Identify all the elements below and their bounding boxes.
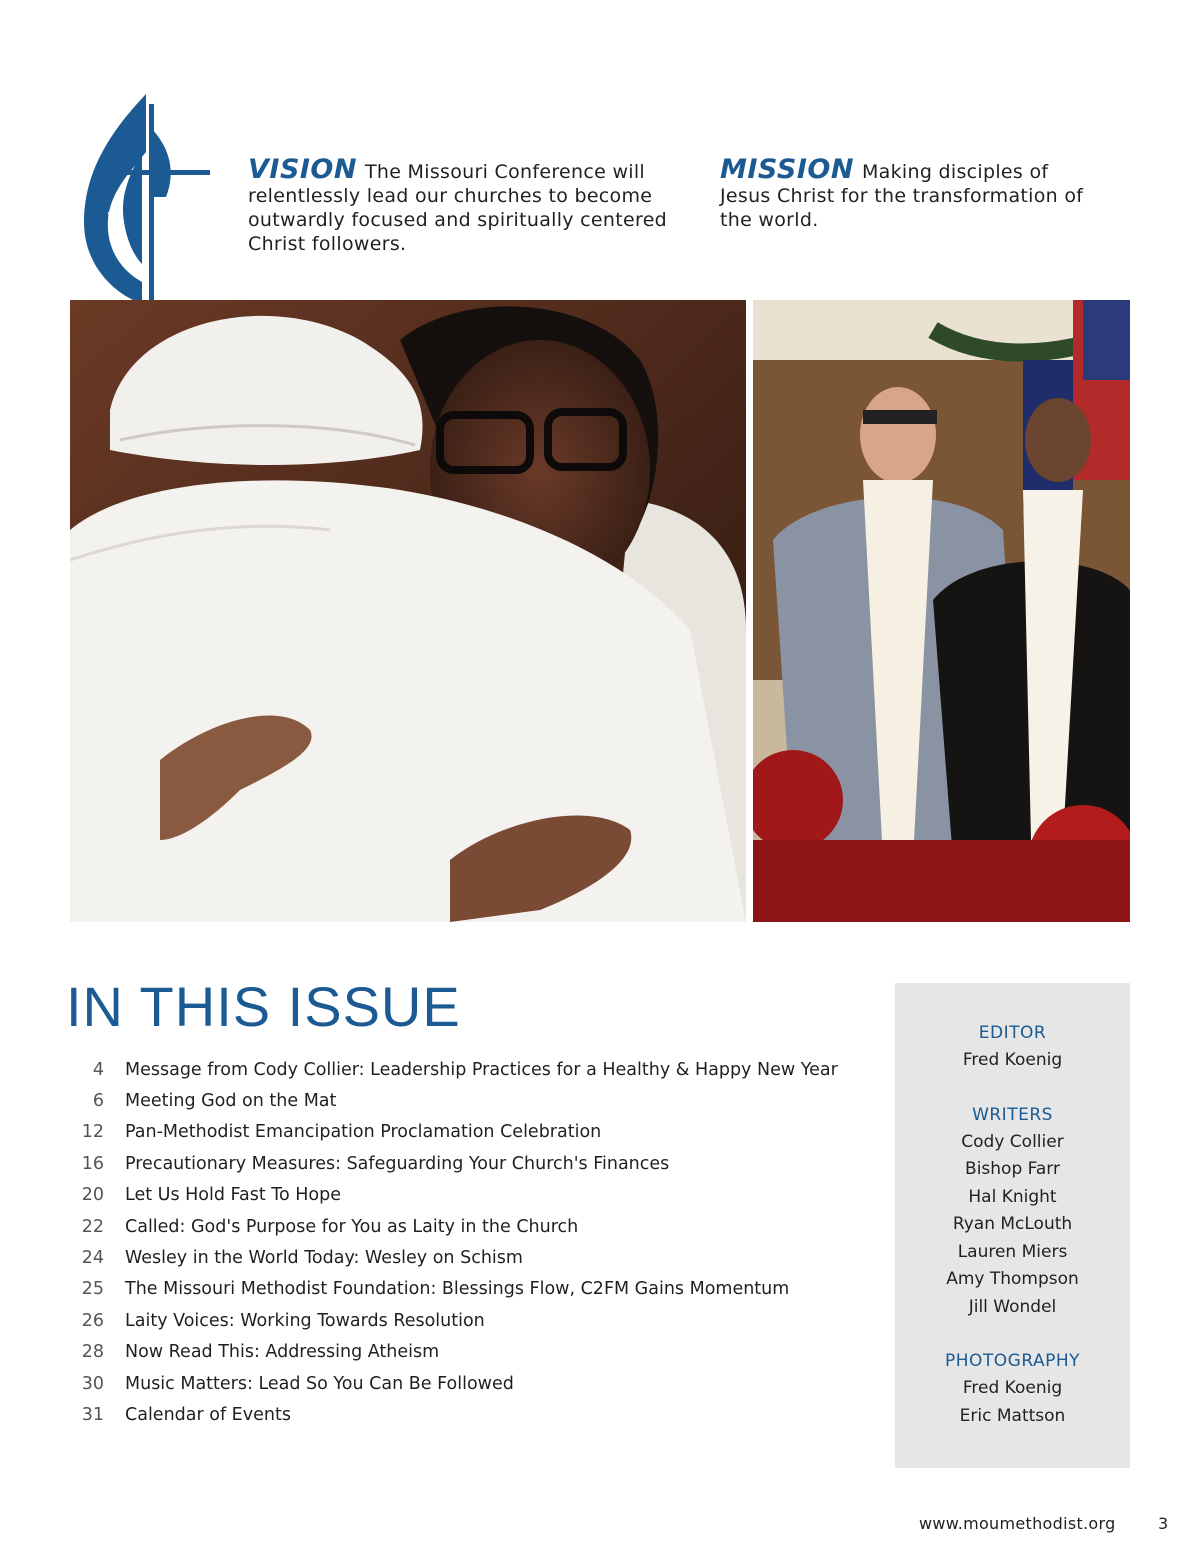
toc-page-number: 28 (81, 1342, 104, 1363)
website-url: www.moumethodist.org (919, 1514, 1116, 1533)
photo-embrace (70, 300, 746, 922)
mission-label: MISSION (720, 154, 854, 185)
page-title: IN THIS ISSUE (66, 975, 461, 1038)
toc-article-title: Let Us Hold Fast To Hope (125, 1185, 341, 1206)
list-item (70, 1399, 880, 1430)
toc-article-title: Now Read This: Addressing Atheism (125, 1342, 440, 1363)
list-item (70, 1054, 880, 1085)
toc-article-title: Laity Voices: Working Towards Resolution (125, 1310, 485, 1331)
photography-heading: PHOTOGRAPHY (944, 1351, 1081, 1371)
list-item (70, 1274, 880, 1305)
toc-article-title: Meeting God on the Mat (125, 1091, 337, 1112)
mission-statement (720, 154, 1100, 232)
vision-text: The Missouri Conference will relentlessly lead our churches to become outwardly focused and spiritually centered Christ followers. (248, 161, 668, 255)
toc-page-number: 25 (81, 1279, 104, 1300)
writers-name: Lauren Miers (957, 1241, 1068, 1262)
writers-name: Amy Thompson (946, 1269, 1079, 1289)
list-item (70, 1085, 880, 1116)
list-item (70, 1242, 880, 1273)
toc-page-number: 30 (81, 1373, 104, 1394)
list-item (70, 1305, 880, 1336)
toc-page-number: 24 (81, 1248, 104, 1269)
table-of-contents (70, 1054, 880, 1431)
toc-article-title: Calendar of Events (125, 1404, 291, 1425)
photography-name: Fred Koenig (962, 1378, 1063, 1398)
vision-statement (248, 154, 688, 256)
toc-article-title: Music Matters: Lead So You Can Be Followed (125, 1373, 514, 1394)
toc-article-title: The Missouri Methodist Foundation: Blessings Flow, C2FM Gains Momentum (125, 1279, 790, 1300)
list-item (70, 1211, 880, 1242)
toc-page-number: 26 (81, 1310, 104, 1331)
writers-name: Cody Collier (961, 1131, 1064, 1152)
page-number: 3 (1158, 1514, 1169, 1533)
toc-page-number: 4 (92, 1059, 104, 1080)
writers-section (895, 1102, 1130, 1322)
list-item (70, 1337, 880, 1368)
vision-label: VISION (248, 154, 357, 185)
writers-name: Bishop Farr (965, 1159, 1060, 1179)
toc-page-number: 12 (81, 1122, 104, 1143)
photography-section (895, 1348, 1130, 1430)
toc-article-title: Message from Cody Collier: Leadership Practices for a Healthy & Happy New Year (125, 1059, 838, 1080)
toc-article-title: Pan-Methodist Emancipation Proclamation Celebration (125, 1122, 602, 1143)
writers-heading: WRITERS (972, 1104, 1053, 1125)
list-item (70, 1180, 880, 1211)
toc-page-number: 31 (81, 1404, 104, 1425)
toc-page-number: 6 (92, 1091, 104, 1112)
toc-page-number: 22 (81, 1216, 104, 1237)
writers-name: Jill Wondel (968, 1296, 1057, 1317)
editor-name: Fred Koenig (962, 1050, 1063, 1070)
toc-article-title: Called: God's Purpose for You as Laity in the Church (125, 1216, 579, 1237)
toc-article-title: Wesley in the World Today: Wesley on Schism (125, 1248, 523, 1269)
photography-name: Eric Mattson (959, 1405, 1066, 1426)
toc-page-number: 16 (81, 1153, 104, 1174)
staff-panel (895, 983, 1130, 1468)
writers-name: Hal Knight (968, 1186, 1057, 1207)
toc-page-number: 20 (81, 1185, 104, 1206)
toc-article-title: Precautionary Measures: Safeguarding Your Church's Finances (125, 1153, 670, 1174)
writers-name: Ryan McLouth (952, 1214, 1073, 1234)
photo-clergy (753, 300, 1130, 922)
list-item (70, 1117, 880, 1148)
list-item (70, 1148, 880, 1179)
editor-section (895, 1020, 1130, 1075)
list-item (70, 1368, 880, 1399)
editor-heading: EDITOR (978, 1023, 1047, 1043)
mission-text: Making disciples of Jesus Christ for the transformation of the world. (720, 161, 1084, 231)
